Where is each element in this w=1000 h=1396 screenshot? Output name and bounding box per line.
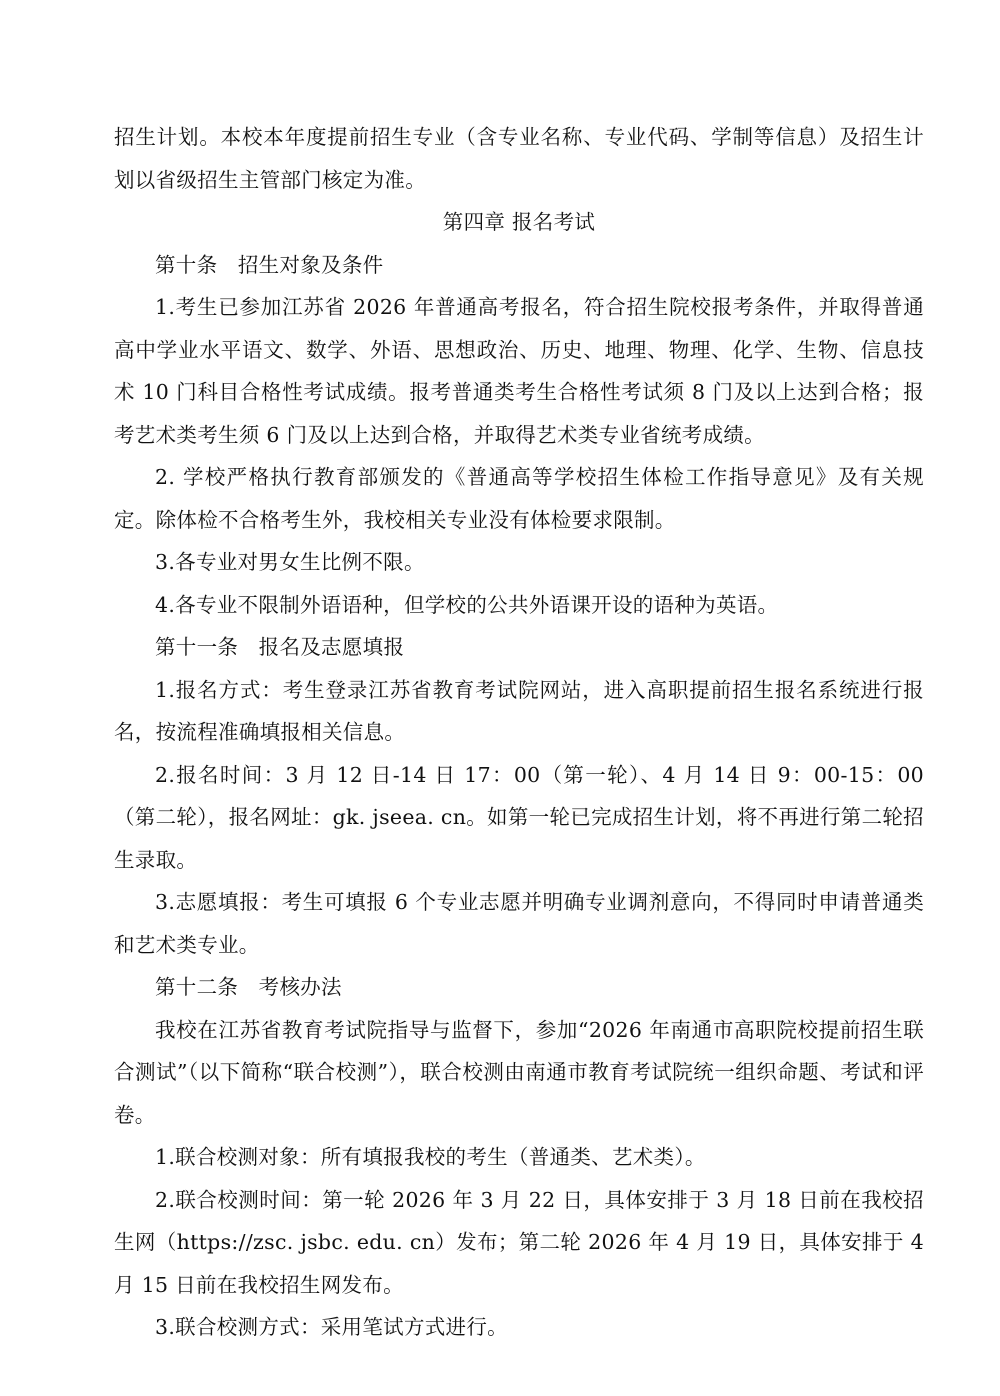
paragraph-eligibility-4: 4.各专业不限制外语语种，但学校的公共外语课开设的语种为英语。 (155, 592, 779, 617)
article-heading-10: 第十条 招生对象及条件 (155, 252, 384, 277)
paragraph-assessment-intro: 我校在江苏省教育考试院指导与监督下，参加“2026 年南通市高职院校提前招生联合测试”（以下简称“联合校测”），联合校测由南通市教育考试院统一组织命题、考试和评卷。 (114, 1017, 924, 1127)
paragraph-assessment-target: 1.联合校测对象：所有填报我校的考生（普通类、艺术类）。 (155, 1145, 706, 1169)
chapter-heading: 第四章 报名考试 (442, 210, 596, 234)
paragraph-eligibility-1: 1.考生已参加江苏省 2026 年普通高考报名，符合招生院校报考条件，并取得普通高中学业水平语文、数学、外语、思想政治、历史、地理、物理、化学、生物、信息技术 10 门科目合格性考试成绩。报考普通类考生合格性考试须 8 门及以上达到合格；报考艺术类考生须 6 门及以上达到合格，并取得艺术类专业省统考成绩。 (114, 295, 924, 447)
article-heading-12: 第十二条 考核办法 (155, 975, 342, 999)
article-heading-11: 第十一条 报名及志愿填报 (155, 635, 405, 659)
paragraph-registration-method: 1.报名方式：考生登录江苏省教育考试院网站，进入高职提前招生报名系统进行报名，按流程准确填报相关信息。 (114, 677, 924, 744)
paragraph-assessment-time: 2.联合校测时间：第一轮 2026 年 3 月 22 日，具体安排于 3 月 18 日前在我校招生网（https://zsc. jsbc. edu. cn）发布；第二轮 2026 年 4 月 19 日，具体安排于 4 月 15 日前在我校招生网发布。 (114, 1187, 924, 1297)
paragraph-continuation: 招生计划。本校本年度提前招生专业（含专业名称、专业代码、学制等信息）及招生计划以省级招生主管部门核定为准。 (114, 125, 924, 192)
paragraph-eligibility-3: 3.各专业对男女生比例不限。 (155, 550, 425, 574)
paragraph-registration-time: 2.报名时间：3 月 12 日-14 日 17：00（第一轮）、4 月 14 日 9：00-15：00（第二轮），报名网址：gk. jseea. cn。如第一轮已完成招生计划，将不再进行第二轮招生录取。 (114, 762, 924, 872)
paragraph-assessment-method: 3.联合校测方式：采用笔试方式进行。 (155, 1315, 508, 1339)
paragraph-eligibility-2: 2. 学校严格执行教育部颁发的《普通高等学校招生体检工作指导意见》及有关规定。除体检不合格考生外，我校相关专业没有体检要求限制。 (114, 465, 924, 532)
document-page (114, 116, 924, 1349)
paragraph-preference-filling: 3.志愿填报：考生可填报 6 个专业志愿并明确专业调剂意向，不得同时申请普通类和艺术类专业。 (114, 890, 924, 957)
